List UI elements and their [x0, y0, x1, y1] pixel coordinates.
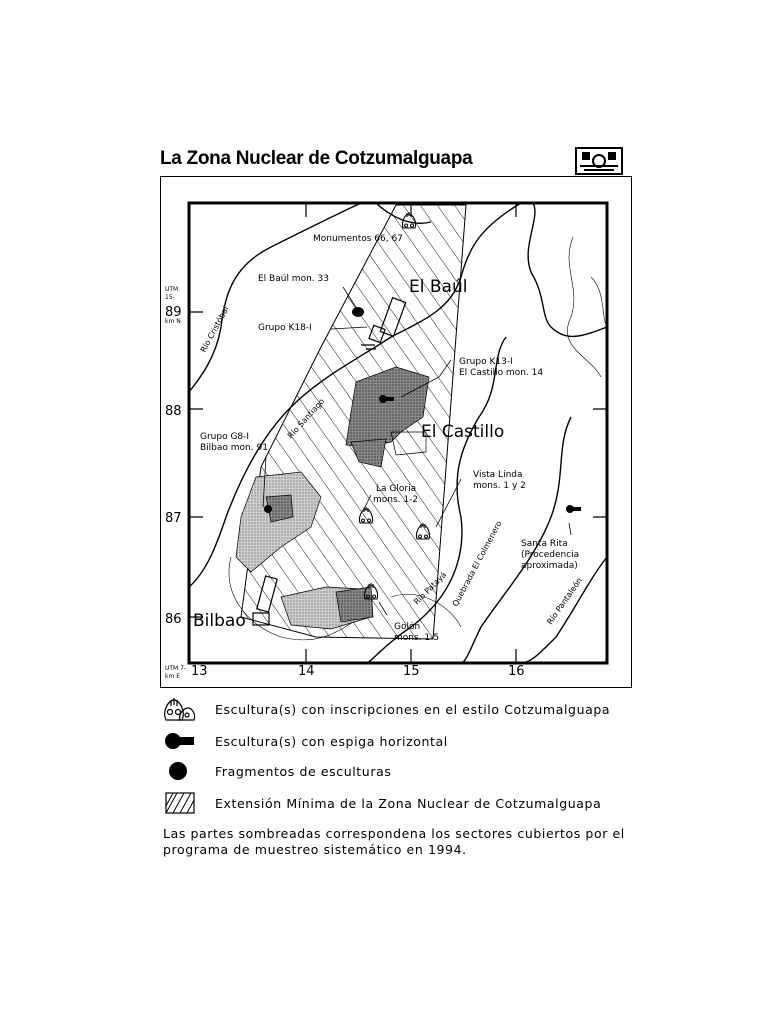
golon-label-1: Golón [394, 622, 421, 632]
legend-item [160, 790, 630, 816]
quebrada-colmenero-label: Quebrada El Colmenero [450, 519, 504, 608]
utm-e-tick-14: 14 [298, 664, 315, 679]
vista-linda-label-1: Vista Linda [473, 470, 523, 480]
vista-linda-label-2: mons. 1 y 2 [473, 481, 526, 491]
map-note: Las partes sombreadas correspondena los sectores cubiertos por el programa de muestreo sistemático en 1994. [163, 826, 625, 857]
santa-rita-label-3: aproximada) [521, 561, 578, 571]
santa-rita-label-1: Santa Rita [521, 539, 568, 549]
la-gloria-label-2: mons. 1-2 [373, 495, 419, 505]
grupo-k13-label-1: Grupo K13-I [459, 357, 513, 367]
utm-e-tick-13: 13 [191, 664, 208, 679]
golon-label-2: mons. 1-5 [394, 633, 440, 643]
grupo-k13-label-2: El Castillo mon. 14 [459, 368, 544, 378]
fragment-dot-icon [264, 505, 272, 513]
legend-text: Extensión Mínima de la Zona Nuclear de Cotzumalguapa [215, 796, 602, 811]
bilbao-label: Bilbao [193, 611, 246, 631]
utm-e-tick-16: 16 [508, 664, 525, 679]
grupo-g8-label-1: Grupo G8-I [200, 432, 250, 442]
legend-item [160, 758, 630, 784]
utm-e-label-1: UTM 7- [165, 665, 187, 672]
monumentos-label: Monumentos 66, 67 [313, 234, 403, 244]
utm-e-tick-15: 15 [403, 664, 420, 679]
la-gloria-label-1: La Gloria [376, 484, 417, 494]
cotzumalguapa-logo-icon [574, 146, 624, 176]
hatched-area-icon [160, 790, 204, 816]
grupo-g8-label-2: Bilbao mon. 91 [200, 443, 268, 453]
el-castillo-label: El Castillo [421, 422, 505, 442]
rio-pantaleon-label: Río Pantaleón [545, 576, 585, 627]
rio-cristobal-label: Río Cristóbal [198, 304, 231, 354]
el-baul-label: El Baúl [409, 277, 468, 297]
utm-n-tick-89: 89 [165, 305, 182, 320]
utm-n-label-3: km N [165, 318, 181, 325]
map-canvas [161, 177, 633, 689]
fragment-dot-icon [160, 758, 204, 784]
legend-text: Fragmentos de esculturas [215, 764, 392, 779]
utm-e-label-2: km E [165, 673, 181, 680]
legend-text: Escultura(s) con espiga horizontal [215, 734, 448, 749]
fragment-dot-icon [352, 307, 364, 317]
el-baul-mon-label: El Baúl mon. 33 [258, 274, 329, 284]
utm-n-tick-86: 86 [165, 612, 182, 627]
utm-n-tick-87: 87 [165, 511, 182, 526]
sculpture-glyph-icon [160, 696, 204, 722]
legend-item [160, 696, 630, 722]
grupo-k18-label: Grupo K18-I [258, 323, 312, 333]
rio-pantaleon-river [521, 557, 607, 663]
rio-pataya-label: Río Patayá [412, 570, 449, 607]
legend-item [160, 728, 630, 754]
map-frame [160, 176, 632, 688]
utm-n-label-1: UTM [165, 286, 179, 293]
tenon-sculpture-icon [160, 728, 204, 754]
page-title: La Zona Nuclear de Cotzumalguapa [160, 148, 473, 169]
santa-rita-label-2: (Procedencia [521, 550, 580, 560]
utm-n-label-2: 15- [165, 294, 175, 301]
legend-text: Escultura(s) con inscripciones en el estilo Cotzumalguapa [215, 702, 611, 717]
utm-n-tick-88: 88 [165, 404, 182, 419]
rio-santiago-label: Río Santiago [285, 396, 327, 441]
